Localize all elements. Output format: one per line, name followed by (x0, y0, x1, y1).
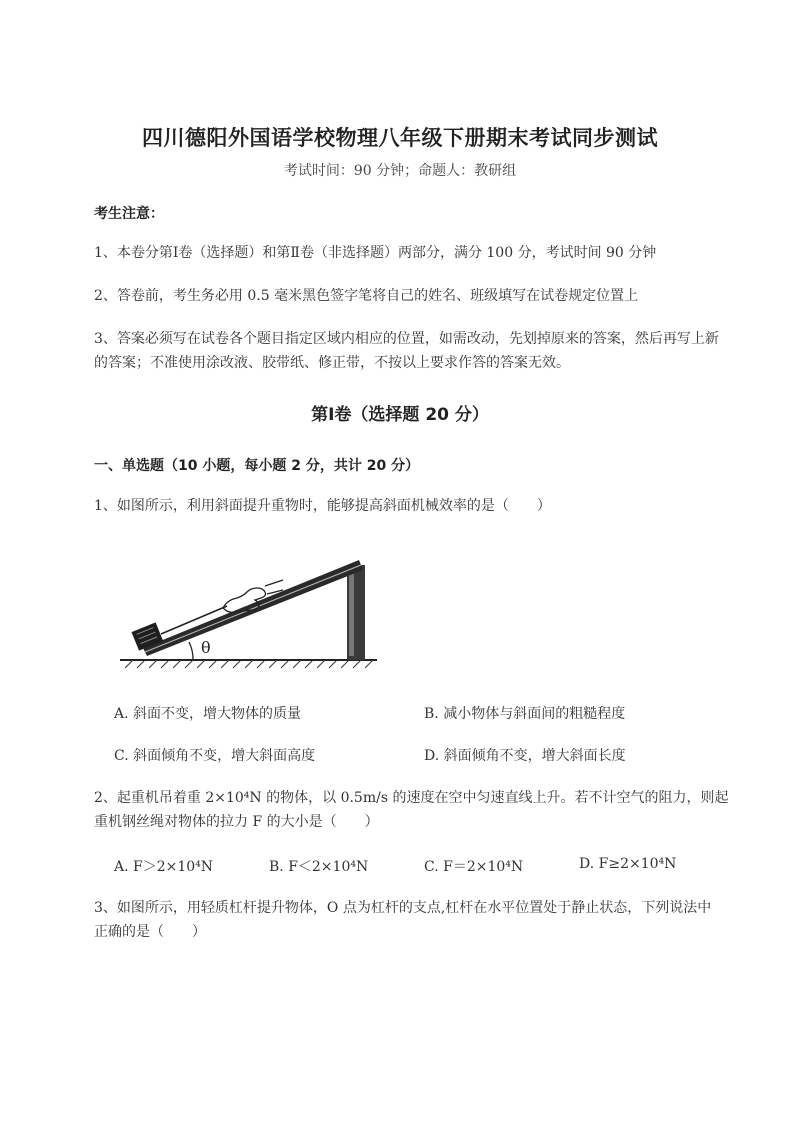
question-3-stem-continued: 正确的是（ ） (94, 924, 206, 940)
angle-arc (189, 642, 193, 660)
option-d: D. 斜面倾角不变，增大斜面长度 (424, 748, 626, 764)
incline-figure (115, 540, 385, 675)
question-2-stem: 2、起重机吊着重 2×10⁴N 的物体，以 0.5m/s 的速度在空中匀速直线上升。若不计空气的阻力，则起 (94, 790, 729, 806)
option-b: B. F＜2×10⁴N (269, 859, 369, 875)
section-title: 第Ⅰ卷（选择题 20 分） (311, 405, 489, 425)
notice-item: 3、答案必须写在试卷各个题目指定区域内相应的位置，如需改动，先划掉原来的答案，然后再写上新 (94, 331, 719, 347)
option-a: A. F＞2×10⁴N (114, 859, 214, 875)
notice-item: 2、答卷前，考生务必用 0.5 毫米黑色签字笔将自己的姓名、班级填写在试卷规定位置上 (94, 288, 639, 304)
question-1-stem: 1、如图所示，利用斜面提升重物时，能够提高斜面机械效率的是（ ） (94, 498, 551, 514)
exam-info: 考试时间：90 分钟；命题人：教研组 (283, 163, 517, 179)
question-3-stem: 3、如图所示，用轻质杠杆提升物体，O 点为杠杆的支点,杠杆在水平位置处于静止状态，下列说法中 (94, 900, 712, 916)
notice-label: 考生注意： (94, 206, 164, 222)
option-a: A. 斜面不变，增大物体的质量 (114, 706, 302, 722)
angle-label: θ (201, 638, 211, 657)
question-2-stem-continued: 重机钢丝绳对物体的拉力 F 的大小是（ ） (94, 814, 379, 830)
page-title: 四川德阳外国语学校物理八年级下册期末考试同步测试 (142, 126, 658, 150)
option-d: D. F≥2×10⁴N (579, 856, 677, 872)
part-heading: 一、单选题（10 小题，每小题 2 分，共计 20 分） (94, 458, 420, 474)
notice-item-continued: 的答案；不准使用涂改液、胶带纸、修正带，不按以上要求作答的答案无效。 (94, 355, 570, 371)
ground-hatching (125, 660, 373, 668)
option-b: B. 减小物体与斜面间的粗糙程度 (424, 706, 626, 722)
notice-item: 1、本卷分第Ⅰ卷（选择题）和第Ⅱ卷（非选择题）两部分，满分 100 分，考试时间 90 分钟 (94, 245, 657, 261)
option-c: C. 斜面倾角不变，增大斜面高度 (114, 748, 316, 764)
option-c: C. F＝2×10⁴N (424, 859, 524, 875)
